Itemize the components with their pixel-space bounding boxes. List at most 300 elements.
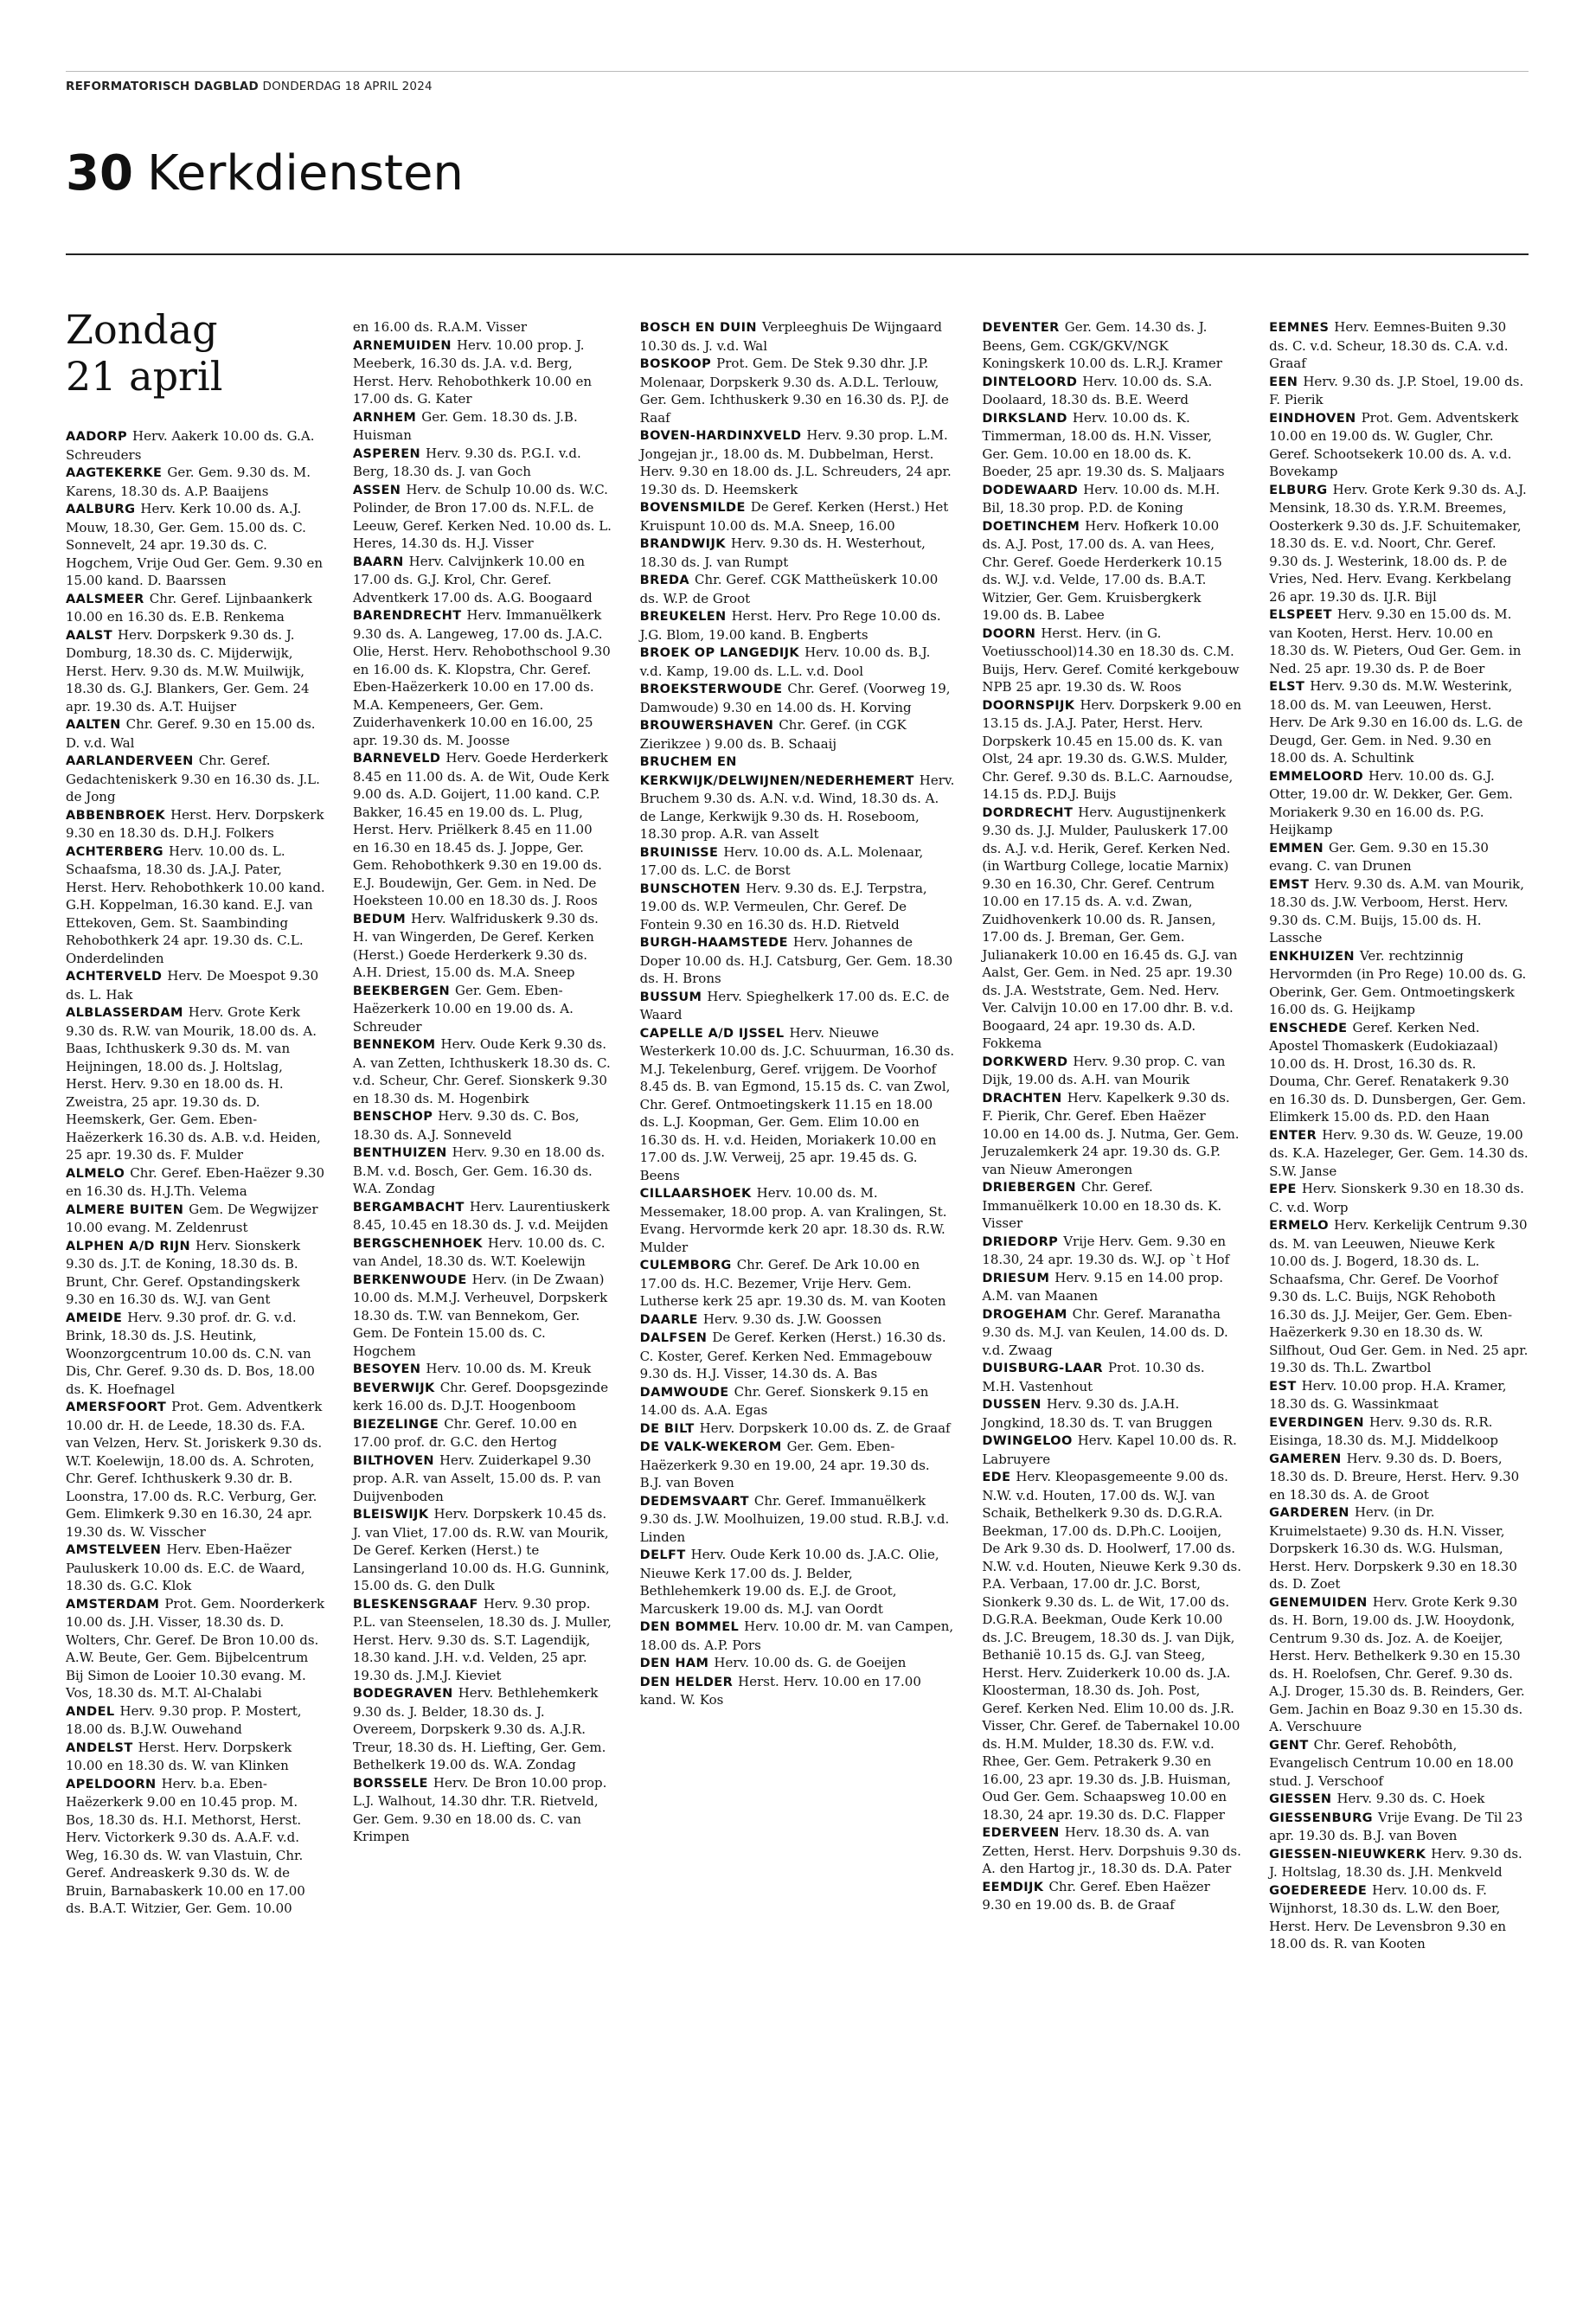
service-entry	[1269, 1809, 1529, 1845]
service-details: Herv. 9.30 ds. J. Holtslag, 18.30 ds. J.H. Menkveld	[1269, 1845, 1522, 1880]
service-details: Chr. Geref. Immanuëlkerk 10.00 en 18.30 ds. K. Visser	[982, 1179, 1222, 1231]
place-name: DORKWERD	[982, 1054, 1068, 1069]
place-name: GIESSENBURG	[1269, 1811, 1373, 1825]
service-entry	[353, 318, 612, 336]
place-name: ELST	[1269, 680, 1305, 694]
service-details: Herv. 9.30 ds. J.A.H. Jongkind, 18.30 ds. T. van Bruggen	[982, 1396, 1213, 1431]
service-entry	[353, 1595, 612, 1685]
service-entry	[66, 1775, 325, 1918]
service-entry	[982, 1823, 1241, 1878]
place-name: ALMERE BUITEN	[66, 1202, 184, 1217]
day-heading-weekday: Zondag	[66, 306, 218, 353]
service-details: Herv. 9.30 prop. C. van Dijk, 19.00 ds. A.H. van Mourik	[982, 1053, 1226, 1087]
service-details: Herv. Kapelkerk 9.30 ds. F. Pierik, Chr. Geref. Eben Haëzer 10.00 en 14.00 ds. J. Nutma, Ger. Gem. Jeruzalemkerk 24 apr. 19.30 ds. G.P. van Nieuw Amerongen	[982, 1089, 1240, 1177]
service-details: Herv. 10.00 ds. K. Timmerman, 18.00 ds. H.N. Visser, Ger. Gem. 10.00 en 18.00 ds. K. Boeder, 25 apr. 19.30 ds. S. Maljaars	[982, 409, 1225, 479]
place-name: ALPHEN A/D RIJN	[66, 1239, 191, 1253]
place-name: ACHTERVELD	[66, 970, 163, 984]
place-name: GENEMUIDEN	[1269, 1595, 1368, 1610]
service-entry	[353, 1452, 612, 1506]
place-name: GENT	[1269, 1738, 1309, 1753]
place-name: DUSSEN	[982, 1398, 1042, 1412]
column-3	[640, 318, 955, 2273]
service-entry	[353, 1415, 612, 1452]
service-entry	[353, 1684, 612, 1774]
place-name: BODEGRAVEN	[352, 1687, 453, 1701]
service-entry	[66, 967, 325, 1003]
service-details: Herv. Eben-Haëzer Pauluskerk 10.00 ds. E.C. de Waard, 18.30 ds. G.C. Klok	[66, 1541, 305, 1593]
service-details: Herst. Herv. Dorpskerk 10.00 en 18.30 ds. W. van Klinken	[66, 1739, 292, 1773]
service-details: Ger. Gem. Eben-Haëzerkerk 9.30 en 19.00, 24 apr. 19.30 ds. B.J. van Boven	[639, 1439, 930, 1490]
service-entry	[640, 571, 955, 607]
service-entry	[640, 1024, 955, 1185]
service-details: Herst. Herv. 10.00 en 17.00 kand. W. Kos	[639, 1673, 921, 1708]
service-entry	[66, 1595, 325, 1702]
service-entry	[66, 1702, 325, 1739]
place-name: DROGEHAM	[982, 1307, 1067, 1322]
service-details: Herv. 10.00 ds. B.J. v.d. Kamp, 19.00 ds. L.L. v.d. Dool	[639, 644, 931, 679]
place-name: ACHTERBERG	[66, 844, 163, 859]
place-name: BEDUM	[352, 912, 407, 926]
service-entry	[640, 1618, 955, 1654]
service-details: Chr. Geref. (Voorweg 19, Damwoude) 9.30 en 14.00 ds. H. Korving	[639, 681, 951, 715]
service-entry	[1269, 1377, 1529, 1413]
place-name: ASPEREN	[352, 446, 421, 461]
place-name: ARNHEM	[352, 410, 417, 425]
header-rule	[66, 253, 1529, 255]
service-entry	[66, 464, 325, 500]
column-1	[66, 306, 325, 2273]
place-name: DOETINCHEM	[982, 519, 1080, 534]
service-details: Herv. 18.30 ds. A. van Zetten, Herst. Herv. Dorpshuis 9.30 ds. A. den Hartog jr., 18.30 ds. D.A. Pater	[982, 1824, 1241, 1876]
service-entry	[640, 498, 955, 535]
place-name: GIESSEN	[1269, 1792, 1332, 1806]
page-title: Kerkdiensten	[146, 145, 464, 202]
service-entry	[1269, 1450, 1529, 1504]
service-details: Herv. 10.00 ds. G.J. Otter, 19.00 dr. W. Dekker, Ger. Gem. Moriakerk 9.30 en 16.00 ds. P.G. Heijkamp	[1269, 767, 1513, 837]
service-details: Herv. 9.30 ds. C. Hoek	[1336, 1791, 1485, 1806]
service-entry	[1269, 1503, 1529, 1593]
place-name: DORDRECHT	[982, 805, 1074, 820]
service-entry	[353, 1198, 612, 1234]
service-entry	[1269, 1881, 1529, 1953]
service-entry	[1269, 767, 1529, 839]
service-entry	[640, 1311, 955, 1330]
service-entry	[66, 1541, 325, 1595]
service-entry	[640, 318, 955, 355]
service-details: Herv. Kerkelijk Centrum 9.30 ds. M. van Leeuwen, Nieuwe Kerk 10.00 ds. J. Bogerd, 18.30 ds. L. Schaafsma, Chr. Geref. De Voorhof 9.30 ds. L.C. Buijs, NGK Rehoboth 16.30 ds. J.J. Meijer, Ger. Gem. Eben-Haëzerkerk 9.30 en 18.30 ds. W. Silfhout, Oud Ger. Gem. in Ned. 25 apr. 19.30 ds. Th.L. Zwartbol	[1269, 1217, 1529, 1375]
service-details: Herv. Hofkerk 10.00 ds. A.J. Post, 17.00 ds. A. van Hees, Chr. Geref. Goede Herderkerk 10.15 ds. W.J. v.d. Velde, 17.00 ds. B.A.T. Witzier, Ger. Gem. Kruisbergkerk 19.00 ds. B. Labee	[982, 517, 1222, 623]
place-name: ERMELO	[1269, 1219, 1330, 1233]
service-entry	[353, 910, 612, 982]
service-details: Herv. 10.00 ds. A.L. Molenaar, 17.00 ds. L.C. de Borst	[639, 843, 924, 878]
place-name: ALBLASSERDAM	[66, 1006, 183, 1020]
page-header	[66, 145, 464, 202]
place-name: DRIEBERGEN	[982, 1181, 1076, 1195]
service-entry	[1269, 677, 1529, 767]
service-details: Herv. 9.30 en 15.00 ds. M. van Kooten, Herst. Herv. 10.00 en 18.30 ds. W. Pieters, Oud Ger. Gem. in Ned. 25 apr. 19.30 ds. P. de Boer	[1269, 606, 1522, 676]
service-entry	[640, 1420, 955, 1439]
service-details: Vrije Herv. Gem. 9.30 en 18.30, 24 apr. 19.30 ds. W.J. op `t Hof	[982, 1233, 1230, 1267]
place-name: AARLANDERVEEN	[66, 754, 194, 768]
service-details: Herv. 10.00 ds. M. Kreuk	[426, 1361, 592, 1376]
service-details: Herv. Bruchem 9.30 ds. A.N. v.d. Wind, 18.30 ds. A. de Lange, Kerkwijk 9.30 ds. H. Roseboom, 18.30 prop. A.R. van Asselt	[639, 772, 955, 842]
place-name: CAPELLE A/D IJSSEL	[639, 1026, 785, 1041]
day-heading-date: 21 april	[66, 353, 223, 400]
place-name: ABBENBROEK	[66, 808, 166, 823]
service-details: Herv. Oude Kerk 9.30 ds. A. van Zetten, Ichthuskerk 18.30 ds. C. v.d. Scheur, Chr. Geref. Sionskerk 9.30 en 18.30 ds. M. Hogenbirk	[352, 1036, 611, 1106]
service-entry	[353, 1379, 612, 1415]
paper-name: REFORMATORISCH DAGBLAD	[66, 80, 259, 93]
service-entry	[66, 1398, 325, 1541]
place-name: AMEIDE	[66, 1311, 123, 1325]
place-name: EMMELOORD	[1269, 769, 1364, 784]
service-details: Herv. 9.30 ds. J.P. Stoel, 19.00 ds. F. Pierik	[1269, 373, 1524, 407]
place-name: BESOYEN	[352, 1362, 421, 1376]
place-name: ELBURG	[1269, 483, 1328, 497]
service-entry	[982, 1359, 1241, 1395]
service-entry	[66, 1309, 325, 1399]
service-details: Herv. 9.15 en 14.00 prop. A.M. van Maanen	[982, 1269, 1224, 1304]
service-details: Herv. 9.30 ds. C. Bos, 18.30 ds. A.J. Sonneveld	[352, 1108, 580, 1143]
place-name: BRUCHEM EN KERKWIJK/DELWIJNEN/NEDERHEMERT	[639, 755, 914, 788]
service-details: Herv. Sionskerk 9.30 ds. J.T. de Koning, 18.30 ds. B. Brunt, Chr. Geref. Opstandingskerk 9.30 en 16.30 ds. W.J. van Gent	[66, 1237, 301, 1307]
service-entry	[353, 408, 612, 445]
service-entry	[353, 606, 612, 749]
service-entry	[982, 1395, 1241, 1432]
service-details: Herv. Kerk 10.00 ds. A.J. Mouw, 18.30, Ger. Gem. 15.00 ds. C. Sonnevelt, 24 apr. 19.30 ds. C. Hogchem, Vrije Oud Ger. Gem. 9.30 en 15.00 kand. D. Baarssen	[66, 501, 324, 588]
service-details: Herv. Kleopasgemeente 9.00 ds. N.W. v.d. Houten, 17.00 ds. W.J. van Schaik, Bethelkerk 9.30 ds. D.G.R.A. Beekman, 17.00 ds. D.Ph.C. Looijen, De Ark 9.30 ds. D. Hoolwerf, 17.00 ds. N.W. v.d. Houten, Nieuwe Kerk 9.30 ds. P.A. Verbaan, 17.00 dr. J.C. Borst, Sionkerk 9.30 ds. L. de Wit, 17.00 ds. D.G.R.A. Beekman, Oude Kerk 10.00 ds. J.C. Breugem, 18.30 ds. J. van Dijk, Bethanië 10.15 ds. G.J. van Steeg, Herst. Herv. Zuiderkerk 10.00 ds. J.A. Kloosterman, 18.30 ds. Joh. Post, Geref. Kerken Ned. Elim 10.00 ds. J.R. Visser, Chr. Geref. de Tabernakel 10.00 ds. H.M. Mulder, 18.30 ds. F.W. v.d. Rhee, Ger. Gem. Petrakerk 9.30 en 16.00, 23 apr. 19.30 ds. J.B. Huisman, Oud Ger. Gem. Schaapsweg 10.00 en 18.30, 24 apr. 19.30 ds. D.C. Flapper	[982, 1469, 1241, 1823]
service-details: Herv. 9.30 prof. dr. G. v.d. Brink, 18.30 ds. J.S. Heutink, Woonzorgcentrum 10.00 ds. C.N. van Dis, Chr. Geref. 9.30 ds. D. Bos, 18.00 ds. K. Hoefnagel	[66, 1309, 315, 1397]
place-name: DIRKSLAND	[982, 411, 1067, 426]
service-entry	[640, 1184, 955, 1256]
place-name: EST	[1269, 1379, 1297, 1394]
service-details: Chr. Geref. 9.30 en 15.00 ds. D. v.d. Wal	[66, 716, 316, 751]
service-details: Herv. de Schulp 10.00 ds. W.C. Polinder, de Bron 17.00 ds. N.F.L. de Leeuw, Geref. Kerken Ned. 10.00 ds. L. Heres, 14.30 ds. H.J. Visser	[352, 481, 612, 551]
service-details: Herst. Herv. Pro Rege 10.00 ds. J.G. Blom, 19.00 kand. B. Engberts	[639, 608, 941, 643]
service-entry	[982, 1233, 1241, 1269]
place-name: ASSEN	[352, 483, 401, 497]
place-name: ANDEL	[66, 1704, 115, 1719]
service-details: Herv. Sionskerk 9.30 en 18.30 ds. C. v.d. Worp	[1269, 1181, 1524, 1215]
service-details: Herv. 9.30 en 18.00 ds. B.M. v.d. Bosch, Ger. Gem. 16.30 ds. W.A. Zondag	[352, 1144, 606, 1196]
service-entry	[1269, 481, 1529, 606]
place-name: EPE	[1269, 1183, 1297, 1196]
service-entry	[640, 535, 955, 571]
service-details: Herv. Grote Kerk 9.30 ds. H. Born, 19.00 ds. J.W. Hooydonk, Centrum 9.30 ds. Joz. A. de Koeijer, Herst. Herv. Bethelkerk 9.30 en 15.30 ds. H. Roelofsen, Chr. Geref. 9.30 ds. A.J. Droger, 15.30 ds. B. Reinders, Ger. Gem. Jachin en Boaz 9.30 en 15.30 ds. A. Verschuure	[1269, 1593, 1525, 1734]
place-name: BENTHUIZEN	[352, 1146, 447, 1160]
service-entry	[982, 1053, 1241, 1089]
service-entry	[640, 1438, 955, 1492]
service-details: Ger. Gem. 9.30 en 15.30 evang. C. van Drunen	[1269, 839, 1489, 874]
place-name: ENKHUIZEN	[1269, 949, 1355, 964]
place-name: BENNEKOM	[352, 1038, 436, 1052]
service-entry	[66, 1164, 325, 1201]
place-name: BUNSCHOTEN	[639, 881, 741, 896]
service-entry	[640, 880, 955, 934]
service-details: Herv. Immanuëlkerk 9.30 ds. A. Langeweg, 17.00 ds. J.A.C. Olie, Herst. Herv. Rehobothschool 9.30 en 16.00 ds. K. Klopstra, Chr. Geref. Eben-Haëzerkerk 10.00 en 17.00 ds. M.A. Kempeneers, Ger. Gem. Zuiderhavenkerk 10.00 en 16.00, 25 apr. 19.30 ds. M. Joosse	[352, 607, 611, 748]
service-details: Chr. Geref. Gedachteniskerk 9.30 en 16.30 ds. J.L. de Jong	[66, 753, 320, 804]
service-details: Verpleeghuis De Wijngaard 10.30 ds. J. v.d. Wal	[639, 319, 942, 354]
place-name: DINTELOORD	[982, 375, 1078, 389]
service-details: Prot. Gem. Adventkerk 10.00 dr. H. de Leede, 18.30 ds. F.A. van Velzen, Herv. St. Joriskerk 9.30 ds. W.T. Koelewijn, 18.00 ds. A. Schroten, Chr. Geref. Ichthuskerk 9.30 dr. B. Loonstra, 17.00 ds. R.C. Verburg, Ger. Gem. Elimkerk 9.30 en 16.30, 24 apr. 19.30 ds. W. Visscher	[66, 1399, 323, 1540]
service-entry	[353, 1505, 612, 1595]
place-name: BARNEVELD	[352, 752, 441, 766]
service-entry	[353, 481, 612, 553]
service-details: Herv. 9.30 ds. P.G.I. v.d. Berg, 18.30 ds. J. van Goch	[352, 445, 581, 479]
place-name: EDERVEEN	[982, 1826, 1060, 1840]
service-entry	[982, 409, 1241, 481]
service-entry	[982, 625, 1241, 696]
place-name: BEEKBERGEN	[352, 984, 450, 998]
place-name: DELFT	[639, 1548, 686, 1562]
service-entry	[982, 1305, 1241, 1360]
service-entry	[640, 355, 955, 426]
service-details: Chr. Geref. Lijnbaankerk 10.00 en 16.30 ds. E.B. Renkema	[66, 590, 312, 625]
service-details: Prot. 10.30 ds. M.H. Vastenhout	[982, 1360, 1205, 1394]
place-name: BOSCH EN DUIN	[639, 321, 757, 335]
place-name: BOSKOOP	[639, 357, 712, 371]
service-details: Herv. 10.00 prop. J. Meeberk, 16.30 ds. J.A. v.d. Berg, Herst. Herv. Rehobothkerk 10.00 en 17.00 ds. G. Kater	[352, 336, 593, 407]
place-name: ARNEMUIDEN	[352, 338, 452, 353]
place-name: ANDELST	[66, 1740, 133, 1755]
service-details: Herv. Bethlehemkerk 9.30 ds. J. Belder, 18.30 ds. J. Overeem, Dorpskerk 9.30 ds. A.J.R. Treur, 18.30 ds. H. Liefting, Ger. Gem. Bethelkerk 19.00 ds. W.A. Zondag	[352, 1685, 606, 1772]
service-entry	[353, 1107, 612, 1144]
place-name: DEDEMSVAART	[639, 1494, 749, 1509]
place-name: BRUINISSE	[639, 845, 719, 860]
service-entry	[982, 517, 1241, 625]
service-details: Herv. 9.30 ds. J.W. Goossen	[702, 1311, 882, 1327]
service-details: Herv. b.a. Eben-Haëzerkerk 9.00 en 10.45 prop. M. Bos, 18.30 ds. H.I. Methorst, Herst. Herv. Victorkerk 9.30 ds. A.A.F. v.d. Weg, 16.30 ds. W. van Vlastuin, Chr. Geref. Andreaskerk 9.30 ds. W. de Bruin, Barnabaskerk 10.00 en 17.00 ds. B.A.T. Witzier, Ger. Gem. 10.00	[66, 1775, 305, 1916]
place-name: DEN HELDER	[639, 1675, 734, 1689]
service-details: Herv. De Moespot 9.30 ds. L. Hak	[66, 968, 319, 1003]
place-name: AAGTEKERKE	[66, 466, 163, 480]
service-entry	[353, 1234, 612, 1271]
service-entry	[66, 1201, 325, 1237]
service-details: Herv. 9.30 ds. A.M. van Mourik, 18.30 ds. J.W. Verboom, Herst. Herv. 9.30 ds. C.M. Buijs, 15.00 ds. H. Lassche	[1269, 875, 1525, 945]
place-name: ENSCHEDE	[1269, 1021, 1348, 1035]
column-2	[353, 318, 612, 2273]
service-details: Ger. Gem. Eben-Haëzerkerk 10.00 en 19.00 ds. A. Schreuder	[352, 982, 574, 1035]
service-entry	[640, 753, 955, 843]
place-name: DAARLE	[639, 1312, 698, 1327]
place-name: BREDA	[639, 574, 690, 587]
service-details: Chr. Geref. Maranatha 9.30 ds. M.J. van Keulen, 14.00 ds. D. v.d. Zwaag	[982, 1305, 1228, 1358]
place-name: DALFSEN	[639, 1331, 708, 1345]
service-entry	[353, 1144, 612, 1198]
place-name: ELSPEET	[1269, 608, 1332, 622]
service-entry	[982, 481, 1241, 517]
place-name: EINDHOVEN	[1269, 411, 1356, 426]
place-name: BEVERWIJK	[352, 1381, 435, 1395]
service-details: Chr. Geref. Immanuëlkerk 9.30 ds. J.W. Moolhuizen, 19.00 stud. R.B.J. v.d. Linden	[639, 1492, 950, 1545]
service-details: Chr. Geref. Eben Haëzer 9.30 en 19.00 ds. B. de Graaf	[982, 1878, 1210, 1913]
service-entry	[640, 988, 955, 1024]
service-entry	[1269, 839, 1529, 875]
service-details: Herv. Aakerk 10.00 ds. G.A. Schreuders	[66, 428, 315, 463]
place-name: GOEDEREEDE	[1269, 1883, 1368, 1898]
service-details: Herv. 9.30 ds. M.W. Westerink, 18.00 ds. M. van Leeuwen, Herst. Herv. De Ark 9.30 en 16.00 ds. L.G. de Deugd, Ger. Gem. in Ned. 9.30 en 18.00 ds. A. Schultink	[1269, 678, 1523, 766]
service-details: Herv. Zuiderkapel 9.30 prop. A.R. van Asselt, 15.00 ds. P. van Duijvenboden	[352, 1452, 601, 1504]
service-entry	[66, 427, 325, 464]
service-details: Herv. 9.30 prop. P. Mostert, 18.00 ds. B.J.W. Ouwehand	[66, 1702, 302, 1737]
service-details: Herv. Walfriduskerk 9.30 ds. H. van Wingerden, De Geref. Kerken (Herst.) Goede Herderkerk 9.30 ds. A.H. Driest, 15.00 ds. M.A. Sneep	[352, 910, 599, 980]
service-details: Herv. Laurentiuskerk 8.45, 10.45 en 18.30 ds. J. v.d. Meijden	[352, 1198, 610, 1233]
place-name: BLESKENSGRAAF	[352, 1597, 478, 1612]
service-details: Herv. Dorpskerk 9.00 en 13.15 ds. J.A.J. Pater, Herst. Herv. Dorpskerk 10.45 en 15.00 ds. K. van Olst, 24 apr. 19.30 ds. G.W.S. Mulder, Chr. Geref. 9.30 ds. B.L.C. Aarnoudse, 14.15 ds. P.D.J. Buijs	[982, 696, 1242, 802]
service-details: Herv. Grote Kerk 9.30 ds. A.J. Mensink, 18.30 ds. Y.R.M. Breemes, Oosterkerk 9.30 ds. J.F. Schuitemaker, 18.30 ds. E. v.d. Noort, Chr. Geref. 9.30 ds. J. Westerink, 18.00 ds. P. de Vries, Ned. Herv. Evang. Kerkbelang 26 apr. 19.30 ds. IJ.R. Bijl	[1269, 481, 1527, 605]
service-details: Herv. 10.00 ds. G. de Goeijen	[714, 1655, 907, 1670]
place-name: BORSSELE	[352, 1776, 428, 1791]
place-name: DE BILT	[639, 1421, 695, 1436]
place-name: GAMEREN	[1269, 1452, 1342, 1466]
place-name: BUSSUM	[639, 990, 702, 1004]
place-name: BROUWERSHAVEN	[639, 719, 774, 733]
service-entry	[353, 1035, 612, 1107]
service-details: Chr. Geref. Rehobôth, Evangelisch Centrum 10.00 en 18.00 stud. J. Verschoof	[1269, 1736, 1514, 1789]
place-name: BLEISWIJK	[352, 1508, 429, 1522]
place-name: BROEK OP LANGEDIJK	[639, 646, 800, 660]
service-entry	[982, 696, 1241, 804]
place-name: APELDOORN	[66, 1777, 157, 1791]
service-details: Herv. 9.30 ds. H. Westerhout, 18.30 ds. J. van Rumpt	[639, 535, 926, 570]
place-name: DEN BOMMEL	[639, 1620, 740, 1634]
place-name: DEN HAM	[639, 1657, 709, 1670]
service-details: Herv. 10.00 ds. C. van Andel, 18.30 ds. W.T. Koelewijn	[352, 1234, 606, 1269]
place-name: BRANDWIJK	[639, 537, 726, 551]
service-entry	[982, 1089, 1241, 1179]
service-details: Herv. (in Dr. Kruimelstaete) 9.30 ds. H.N. Visser, Dorpskerk 16.30 ds. W.G. Hulsman, Herst. Herv. Dorpskerk 9.30 en 18.30 ds. D. Zoet	[1269, 1504, 1517, 1592]
place-name: DAMWOUDE	[639, 1385, 729, 1400]
place-name: EVERDINGEN	[1269, 1415, 1364, 1430]
service-details: Vrije Evang. De Til 23 apr. 19.30 ds. B.J. van Boven	[1269, 1809, 1523, 1843]
page-number: 30	[66, 145, 133, 202]
service-entry	[640, 1673, 955, 1709]
service-details: Herv. 9.30 ds. E.J. Terpstra, 19.00 ds. W.P. Vermeulen, Chr. Geref. De Fontein 9.30 en 16.30 ds. H.D. Rietveld	[639, 880, 927, 933]
service-entry	[982, 373, 1241, 409]
service-entry	[66, 806, 325, 843]
service-details: Herv. (in De Zwaan) 10.00 ds. M.M.J. Verheuvel, Dorpskerk 18.30 ds. T.W. van Bennekom, Ger. Gem. De Fontein 15.00 ds. C. Hogchem	[352, 1271, 608, 1359]
place-name: CILLAARSHOEK	[639, 1187, 752, 1201]
service-details: Herv. De Bron 10.00 prop. L.J. Walhout, 14.30 dhr. T.R. Rietveld, Ger. Gem. 9.30 en 18.00 ds. C. van Krimpen	[352, 1774, 607, 1844]
service-details: Prot. Gem. Noorderkerk 10.00 ds. J.H. Visser, 18.30 ds. D. Wolters, Chr. Geref. De Bron 10.00 ds. A.W. Beute, Ger. Gem. Bijbelcentrum Bij Simon de Looier 10.30 evang. M. Vos, 18.30 ds. M.T. Al-Chalabi	[66, 1595, 325, 1701]
service-details: Herv. 10.00 ds. L. Schaafsma, 18.30 ds. J.A.J. Pater, Herst. Herv. Rehobothkerk 10.00 kand. G.H. Koppelman, 16.30 kand. E.J. van Ettekoven, Gem. St. Saambinding Rehobothkerk 24 apr. 19.30 ds. C.L. Onderdelinden	[66, 843, 325, 966]
service-details: Ger. Gem. 14.30 ds. J. Beens, Gem. CGK/GKV/NGK Koningskerk 10.00 ds. L.R.J. Kramer	[982, 319, 1222, 371]
place-name: DODEWAARD	[982, 483, 1079, 497]
service-entry	[66, 1739, 325, 1775]
place-name: ENTER	[1269, 1128, 1317, 1143]
place-name: AADORP	[66, 430, 127, 444]
service-entry	[1269, 1019, 1529, 1126]
place-name: DWINGELOO	[982, 1434, 1073, 1448]
place-name: DOORN	[982, 626, 1036, 641]
place-name: EEMNES	[1269, 321, 1330, 335]
service-details: Herv. 10.00 ds. M.H. Bil, 18.30 prop. P.D. de Koning	[982, 481, 1221, 516]
service-details: Herv. Spieghelkerk 17.00 ds. E.C. de Waard	[639, 988, 950, 1022]
service-entry	[1269, 1736, 1529, 1791]
service-details: Herv. Dorpskerk 10.00 ds. Z. de Graaf	[699, 1420, 951, 1436]
service-details: Ger. Gem. 9.30 ds. M. Karens, 18.30 ds. A.P. Baaijens	[66, 465, 311, 499]
place-name: CULEMBORG	[639, 1259, 732, 1272]
service-details: Herst. Herv. Dorpskerk 9.30 en 18.30 ds. D.H.J. Folkers	[66, 806, 324, 841]
place-name: BOVEN-HARDINXVELD	[639, 429, 802, 443]
place-name: AMERSFOORT	[66, 1400, 167, 1414]
service-entry	[66, 715, 325, 752]
service-entry	[640, 426, 955, 498]
place-name: DRIESUM	[982, 1271, 1050, 1285]
service-details: Herv. Grote Kerk 9.30 ds. R.W. van Mourik, 18.00 ds. A. Baas, Ichthuskerk 9.30 ds. M. van Heijningen, 18.00 ds. J. Holtslag, Herst. Herv. 9.30 en 18.00 ds. H. Zweistra, 25 apr. 19.30 ds. D. Heemskerk, Ger. Gem. Eben-Haëzerkerk 16.30 ds. A.B. v.d. Heiden, 25 apr. 19.30 ds. F. Mulder	[66, 1004, 321, 1163]
service-entry	[640, 933, 955, 988]
service-entry	[640, 644, 955, 680]
service-entry	[1269, 409, 1529, 481]
place-name: AALTEN	[66, 718, 121, 732]
column-5	[1269, 318, 1529, 2273]
service-entry	[982, 1269, 1241, 1305]
place-name: DEVENTER	[982, 321, 1060, 335]
service-entry	[353, 1360, 612, 1379]
service-details: Herv. Goede Herderkerk 8.45 en 11.00 ds. A. de Wit, Oude Kerk 9.00 ds. A.D. Goijert, 11.00 kand. C.P. Bakker, 16.45 en 19.00 ds. L. Plug, Herst. Herv. Priëlkerk 8.45 en 11.00 en 16.30 en 18.45 ds. J. Joppe, Ger. Gem. Rehobothkerk 9.30 en 19.00 ds. E.J. Boudewijn, Ger. Gem. in Ned. De Hoeksteen 10.00 en 18.30 ds. J. Roos	[352, 750, 610, 908]
place-name: BILTHOVEN	[352, 1453, 434, 1468]
service-entry	[353, 749, 612, 910]
place-name: DRACHTEN	[982, 1091, 1062, 1106]
service-details: Herv. 9.30 ds. D. Boers, 18.30 ds. D. Breure, Herst. Herv. 9.30 en 18.30 ds. A. de Groot	[1269, 1450, 1520, 1503]
service-details: Herv. Oude Kerk 10.00 ds. J.A.C. Olie, Nieuwe Kerk 17.00 ds. J. Belder, Bethlehemkerk 19.00 ds. E.J. de Groot, Marcuskerk 19.00 ds. M.J. van Oordt	[639, 1547, 939, 1617]
service-details: Prot. Gem. De Stek 9.30 dhr. J.P. Molenaar, Dorpskerk 9.30 ds. A.D.L. Terlouw, Ger. Gem. Ichthuskerk 9.30 en 16.30 ds. P.J. de Raaf	[639, 356, 949, 426]
service-entry	[1269, 1216, 1529, 1377]
service-details: Ver. rechtzinnig Hervormden (in Pro Rege) 10.00 ds. G. Oberink, Ger. Gem. Ontmoetingskerk 16.00 ds. G. Heijkamp	[1269, 947, 1527, 1017]
service-entry	[1269, 875, 1529, 947]
service-details: Herv. Kapel 10.00 ds. R. Labruyere	[982, 1433, 1237, 1467]
service-details: Herv. Eemnes-Buiten 9.30 ds. C. v.d. Scheur, 18.30 ds. C.A. v.d. Graaf	[1269, 319, 1509, 371]
service-entry	[640, 607, 955, 644]
top-rule	[66, 71, 1529, 72]
place-name: DOORNSPIJK	[982, 698, 1075, 713]
service-details: De Geref. Kerken (Herst.) 16.30 ds. C. Koster, Geref. Kerken Ned. Emmagebouw 9.30 ds. H.J. Visser, 14.30 ds. A. Bas	[639, 1330, 946, 1381]
service-details: Chr. Geref. De Ark 10.00 en 17.00 ds. H.C. Bezemer, Vrije Herv. Gem. Lutherse kerk 25 apr. 19.30 ds. M. van Kooten	[639, 1257, 946, 1309]
place-name: ALMELO	[66, 1166, 125, 1181]
service-entry	[66, 590, 325, 626]
place-name: BURGH-HAAMSTEDE	[639, 936, 788, 950]
service-entry	[66, 500, 325, 590]
service-details: Herv. 10.00 ds. F. Wijnhorst, 18.30 ds. L.W. den Boer, Herst. Herv. De Levensbron 9.30 en 18.00 ds. R. van Kooten	[1269, 1881, 1507, 1952]
service-details: Chr. Geref. (in CGK Zierikzee ) 9.00 ds. B. Schaaij	[639, 717, 907, 752]
service-entry	[640, 716, 955, 753]
service-entry	[66, 626, 325, 716]
place-name: GARDEREN	[1269, 1506, 1349, 1520]
service-entry	[1269, 373, 1529, 409]
place-name: AALBURG	[66, 503, 136, 516]
place-name: BARENDRECHT	[352, 609, 462, 623]
service-entry	[1269, 1126, 1529, 1181]
service-details: Chr. Geref. Eben-Haëzer 9.30 en 16.30 ds. H.J.Th. Velema	[66, 1164, 325, 1199]
service-details: Herv. 10.00 dr. M. van Campen, 18.00 ds. A.P. Pors	[639, 1618, 954, 1653]
place-name: DRIEDORP	[982, 1234, 1059, 1249]
place-name: BOVENSMILDE	[639, 501, 746, 515]
service-entry	[640, 1383, 955, 1420]
place-name: BIEZELINGE	[352, 1417, 439, 1432]
service-details: Herv. Johannes de Doper 10.00 ds. H.J. Catsburg, Ger. Gem. 18.30 ds. H. Brons	[639, 934, 953, 986]
service-details: Chr. Geref. Sionskerk 9.15 en 14.00 ds. A.A. Egas	[639, 1383, 929, 1418]
service-details: Chr. Geref. Doopsgezinde kerk 16.00 ds. D.J.T. Hoogenboom	[352, 1379, 609, 1413]
service-entry	[982, 1468, 1241, 1823]
masthead	[66, 80, 433, 93]
service-details: Herv. Dorpskerk 10.45 ds. J. van Vliet, 17.00 ds. R.W. van Mourik, De Geref. Kerken (Herst.) te Lansingerland 10.00 ds. H.G. Gunnink, 15.00 ds. G. den Dulk	[352, 1506, 610, 1593]
place-name: BROEKSTERWOUDE	[639, 683, 783, 696]
place-name: EMST	[1269, 877, 1310, 892]
service-details: Herv. 10.00 ds. S.A. Doolaard, 18.30 ds. B.E. Weerd	[982, 373, 1213, 407]
place-name: EEN	[1269, 375, 1298, 389]
service-entry	[640, 843, 955, 880]
service-entry	[1269, 1593, 1529, 1736]
